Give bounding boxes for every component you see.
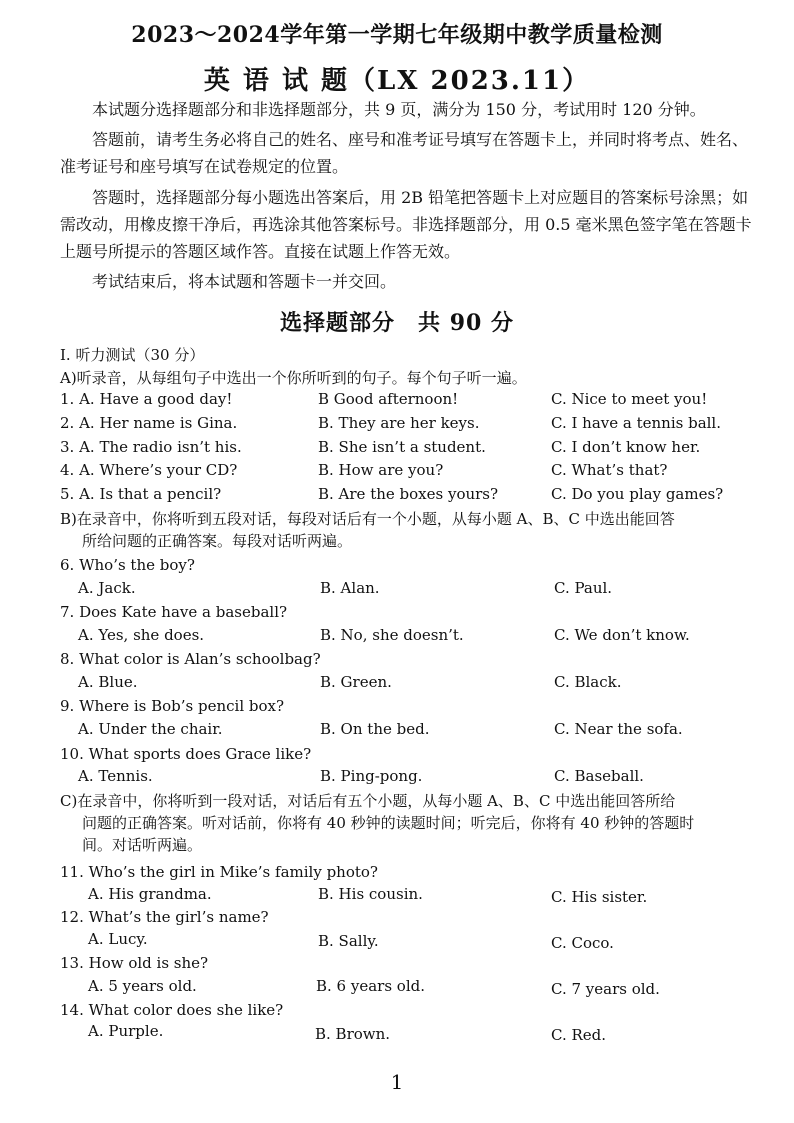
intro-paragraph-2: 答题前，请考生务必将自己的姓名、座号和准考证号填写在答题卡上，并同时将考点、姓名、准考证号和座号填写在试卷规定的位置。: [60, 130, 749, 176]
question-row: [60, 461, 760, 483]
option-a: 5. A. Is that a pencil?: [60, 485, 222, 503]
option-c: C. Red.: [551, 1026, 607, 1044]
option-c: C. Black.: [554, 673, 622, 691]
option-c: C. I don’t know her.: [551, 438, 701, 456]
question-stem: 11. Who’s the girl in Mike’s family photo?: [60, 863, 378, 881]
option-b: B Good afternoon!: [318, 390, 459, 408]
partA-instruction: A)听录音，从每组句子中选出一个你所听到的句子。每个句子听一遍。: [60, 369, 527, 387]
option-a: A. Jack.: [78, 579, 136, 597]
options-row: [60, 579, 760, 601]
option-b: B. Ping-pong.: [320, 767, 423, 785]
options-row: [60, 930, 760, 952]
options-row: [60, 977, 760, 999]
question-stem: 7. Does Kate have a baseball?: [60, 603, 288, 621]
option-b: B. No, she doesn’t.: [320, 626, 464, 644]
partC-instruction: [60, 790, 770, 856]
option-a: A. Blue.: [78, 673, 138, 691]
options-row: [60, 720, 760, 742]
question-row: [60, 390, 760, 412]
question-stem: 6. Who’s the boy?: [60, 556, 195, 574]
option-a: A. Tennis.: [78, 767, 153, 785]
partB-instruction-line2: 所给问题的正确答案。每段对话听两遍。: [82, 532, 353, 550]
question-stem: 8. What color is Alan’s schoolbag?: [60, 650, 321, 668]
option-a: 2. A. Her name is Gina.: [60, 414, 238, 432]
option-a: 4. A. Where’s your CD?: [60, 461, 238, 479]
section-title: 选择题部分 共 90 分: [280, 310, 514, 336]
partC-instruction-line3: 间。对话听两遍。: [82, 836, 203, 854]
option-c: C. I have a tennis ball.: [551, 414, 722, 432]
intro-paragraph-1: 本试题分选择题部分和非选择题部分，共 9 页，满分为 150 分，考试用时 120 分钟。: [92, 100, 706, 119]
option-b: B. 6 years old.: [316, 977, 425, 995]
option-a: A. Under the chair.: [78, 720, 223, 738]
options-row: [60, 885, 760, 907]
question-stem: 10. What sports does Grace like?: [60, 745, 312, 763]
question-stem: 9. Where is Bob’s pencil box?: [60, 697, 285, 715]
option-b: B. His cousin.: [318, 885, 423, 903]
part1-heading: I. 听力测试（30 分）: [60, 346, 205, 364]
option-c: C. Do you play games?: [551, 485, 724, 503]
option-a: A. Purple.: [88, 1022, 164, 1040]
option-a: A. Lucy.: [88, 930, 148, 948]
option-a: A. 5 years old.: [88, 977, 197, 995]
option-b: B. Sally.: [318, 932, 379, 950]
options-row: [60, 673, 760, 695]
option-b: B. She isn’t a student.: [318, 438, 486, 456]
option-c: C. Coco.: [551, 934, 614, 952]
option-b: B. Brown.: [315, 1025, 391, 1043]
option-c: C. 7 years old.: [551, 980, 660, 998]
question-row: [60, 485, 760, 507]
options-row: [60, 767, 760, 789]
option-c: C. We don’t know.: [554, 626, 690, 644]
option-a: 3. A. The radio isn’t his.: [60, 438, 242, 456]
options-row: [60, 626, 760, 648]
exam-subtitle: 英 语 试 题（LX 2023.11）: [203, 66, 591, 96]
option-c: C. What’s that?: [551, 461, 668, 479]
option-b: B. Alan.: [320, 579, 380, 597]
option-b: B. On the bed.: [320, 720, 430, 738]
page-number: 1: [390, 1070, 404, 1094]
partB-instruction-line1: B)在录音中，你将听到五段对话，每段对话后有一个小题，从每小题 A、B、C 中选出能回答: [60, 510, 675, 528]
option-c: C. His sister.: [551, 888, 648, 906]
intro-paragraph-4: 考试结束后，将本试题和答题卡一并交回。: [92, 272, 397, 291]
partC-instruction-line1: C)在录音中，你将听到一段对话，对话后有五个小题，从每小题 A、B、C 中选出能回答所给: [60, 792, 676, 810]
question-stem: 12. What’s the girl’s name?: [60, 908, 269, 926]
option-c: C. Paul.: [554, 579, 613, 597]
option-a: A. Yes, she does.: [78, 626, 205, 644]
option-b: B. They are her keys.: [318, 414, 480, 432]
option-b: B. Are the boxes yours?: [318, 485, 499, 503]
partC-instruction-line2: 问题的正确答案。听对话前，你将有 40 秒钟的读题时间；听完后，你将有 40 秒钟的答题时: [82, 814, 695, 832]
option-b: B. How are you?: [318, 461, 444, 479]
option-c: C. Baseball.: [554, 767, 644, 785]
partB-instruction: [60, 508, 770, 552]
intro-paragraph-3: 答题时，选择题部分每小题选出答案后，用 2B 铅笔把答题卡上对应题目的答案标号涂黑；如需改动，用橡皮擦干净后，再选涂其他答案标号。非选择题部分，用 0.5 毫米黑色签字笔在答题卡上题号所提示的答题区域作答。直接在试题上作答无效。: [60, 188, 752, 261]
option-a: 1. A. Have a good day!: [60, 390, 233, 408]
exam-title: 2023～2024学年第一学期七年级期中教学质量检测: [131, 22, 663, 48]
question-stem: 14. What color does she like?: [60, 1001, 284, 1019]
option-b: B. Green.: [320, 673, 392, 691]
option-c: C. Nice to meet you!: [551, 390, 708, 408]
question-stem: 13. How old is she?: [60, 954, 209, 972]
question-row: [60, 438, 760, 460]
option-c: C. Near the sofa.: [554, 720, 683, 738]
option-a: A. His grandma.: [88, 885, 212, 903]
question-row: [60, 414, 760, 436]
options-row: [60, 1022, 760, 1044]
